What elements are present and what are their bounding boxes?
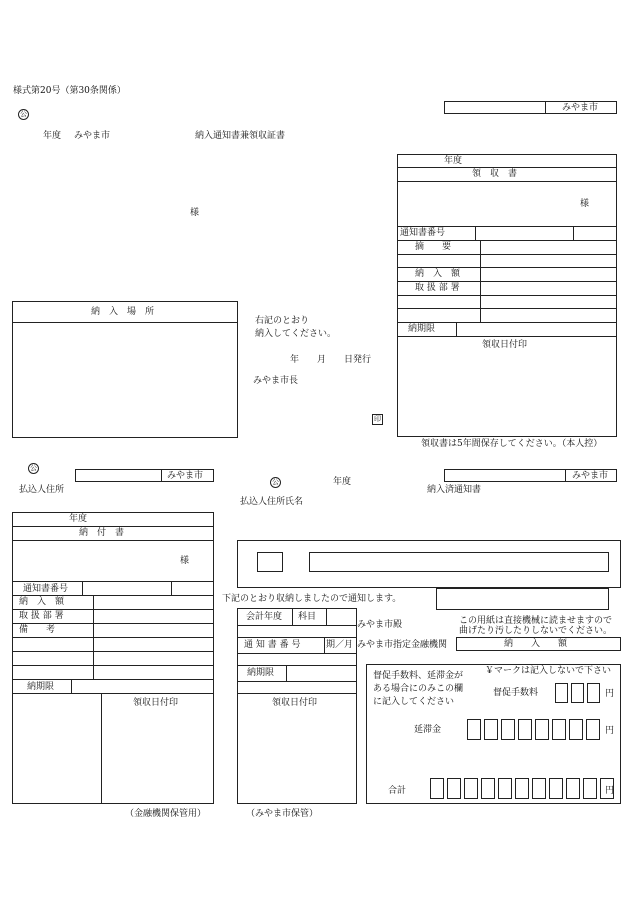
fee-label: 督促手数料	[493, 688, 539, 698]
total-digit-box[interactable]	[498, 778, 512, 799]
payer-address: 払込人住所	[19, 485, 65, 495]
payer-address-name: 払込人住所氏名	[240, 497, 304, 507]
notice-city: みやま市	[74, 131, 111, 141]
total-digit-box[interactable]	[549, 778, 563, 799]
receipt-summary: 摘 要	[415, 242, 452, 252]
seal-box	[372, 414, 383, 425]
slip-footer: （金融機関保管用）	[125, 809, 207, 819]
total-digit-box[interactable]	[464, 778, 478, 799]
receipt-sama: 様	[580, 199, 590, 209]
city-box-top	[444, 101, 617, 114]
slip-due: 納期限	[27, 682, 55, 692]
official-mark-icon: 公	[20, 110, 27, 118]
mid-footer: （みやま市保管）	[246, 809, 319, 819]
designated-bank: みやま市指定金融機関	[357, 640, 448, 650]
payment-place-box	[12, 301, 238, 438]
paid-notice-title: 納入済通知書	[427, 485, 482, 495]
total-yen: 円	[605, 786, 615, 796]
late-digit-box[interactable]	[586, 719, 600, 740]
subject: 科目	[298, 612, 317, 622]
city-box-label: みやま市	[562, 103, 599, 113]
total-digit-box[interactable]	[515, 778, 529, 799]
paid-city: みやま市	[572, 471, 609, 481]
slip-title: 納 付 書	[79, 528, 125, 538]
receipt-due: 納期限	[408, 324, 436, 334]
fee-yen: 円	[605, 689, 615, 699]
slip-stamp: 領収日付印	[133, 698, 179, 708]
late-digit-box[interactable]	[467, 719, 481, 740]
total-digit-box[interactable]	[566, 778, 580, 799]
late-digit-box[interactable]	[569, 719, 583, 740]
mid-stamp: 領収日付印	[272, 698, 318, 708]
machine-note-2: 曲げたり汚したりしないでください。	[459, 626, 613, 636]
late-digit-box[interactable]	[518, 719, 532, 740]
ocr-box-large	[309, 552, 609, 572]
yen-mark-note: ￥マークは記入しないで下さい	[485, 666, 612, 676]
mayor-label: みやま市長	[253, 376, 299, 386]
mid-message: 下記のとおり収納しましたので通知します。	[222, 594, 402, 604]
receipt-year: 年度	[444, 156, 463, 166]
fee-entry-box	[366, 664, 621, 804]
notice-message-2: 納入してください。	[255, 329, 337, 339]
fiscal-year: 会計年度	[246, 612, 283, 622]
ocr-box-amount	[436, 588, 609, 610]
late-yen: 円	[605, 726, 615, 736]
payment-slip-box	[12, 512, 214, 804]
total-digit-box[interactable]	[600, 778, 614, 799]
official-mark-icon-2: 公	[30, 464, 37, 472]
amount-header: 納 入 額	[504, 639, 568, 649]
notice-message-1: 右記のとおり	[255, 316, 310, 326]
fee-note-3: に記入してください	[373, 697, 455, 707]
fee-note-2: ある場合にのみこの欄	[373, 684, 464, 694]
receipt-dept: 取 扱 部 署	[415, 283, 460, 293]
receipt-notice-number: 通知書番号	[400, 228, 446, 238]
payer-city-box	[75, 469, 214, 482]
paid-notice-box	[237, 608, 357, 804]
fee-digit-box[interactable]	[587, 683, 600, 703]
payment-place-label: 納 入 場 所	[91, 307, 155, 317]
total-label: 合計	[388, 786, 407, 796]
official-mark-icon-3: 公	[272, 478, 279, 486]
form-number: 様式第20号（第30条関係）	[13, 86, 126, 96]
late-digit-box[interactable]	[552, 719, 566, 740]
late-digit-box[interactable]	[501, 719, 515, 740]
receipt-amount: 納 入 額	[415, 269, 461, 279]
fee-digit-box[interactable]	[571, 683, 584, 703]
paid-city-box	[444, 469, 617, 482]
fee-digit-box[interactable]	[555, 683, 568, 703]
fee-note-1: 督促手数料、延滞金が	[373, 671, 464, 681]
slip-year: 年度	[69, 514, 88, 524]
issue-date: 年 月 日発行	[290, 355, 372, 365]
slip-amount: 納 入 額	[19, 597, 65, 607]
receipt-box	[397, 154, 617, 437]
slip-sama: 様	[180, 556, 190, 566]
period: 期／月	[326, 640, 354, 650]
late-digit-box[interactable]	[484, 719, 498, 740]
receipt-keep-note: 領収書は5年間保存してください。（本人控）	[421, 439, 603, 449]
late-digit-box[interactable]	[535, 719, 549, 740]
total-digit-box[interactable]	[430, 778, 444, 799]
payer-city: みやま市	[167, 471, 204, 481]
late-label: 延滞金	[414, 725, 442, 735]
slip-dept: 取 扱 部 署	[19, 611, 64, 621]
slip-notice-number: 通知書番号	[23, 584, 69, 594]
total-digit-box[interactable]	[447, 778, 461, 799]
total-digit-box[interactable]	[583, 778, 597, 799]
machine-note-1: この用紙は直接機械に読ませますので	[459, 616, 613, 626]
slip-remarks: 備 考	[19, 625, 56, 635]
total-digit-box[interactable]	[532, 778, 546, 799]
amount-header-box	[456, 637, 621, 651]
notice-sama: 様	[190, 208, 200, 218]
notice-title: 納入通知書兼領収証書	[195, 131, 286, 141]
ocr-box-small	[257, 552, 283, 572]
notice-year: 年度	[43, 131, 62, 141]
receipt-stamp: 領収日付印	[482, 340, 528, 350]
to-city: みやま市殿	[357, 620, 403, 630]
notice-number-mid: 通 知 書 番 号	[244, 640, 301, 650]
total-digit-box[interactable]	[481, 778, 495, 799]
seal-icon: 印	[374, 415, 381, 423]
payer-year: 年度	[333, 477, 352, 487]
mid-due: 納期限	[247, 668, 275, 678]
receipt-title: 領 収 書	[472, 169, 518, 179]
